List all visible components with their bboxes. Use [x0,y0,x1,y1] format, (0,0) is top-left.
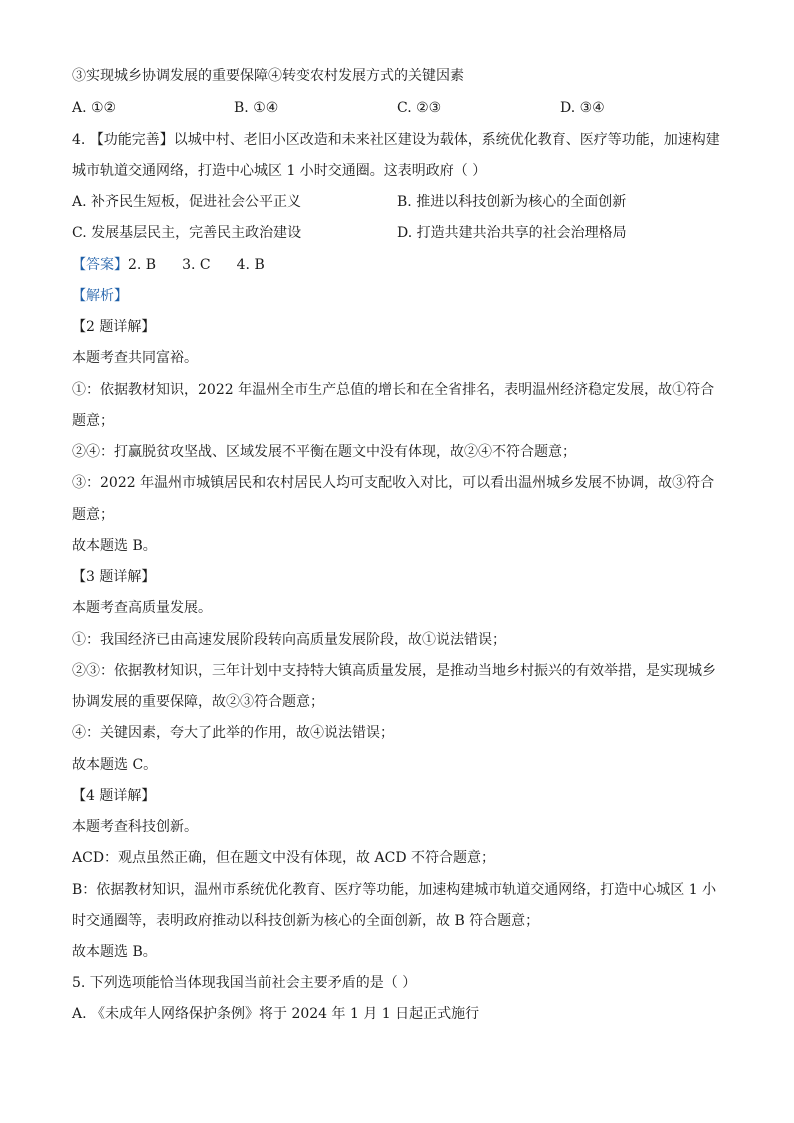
q2-detail-line: ①：依据教材知识，2022 年温州全市生产总值的增长和在全省排名，表明温州经济稳定发展，故①符合 [72,382,715,398]
q3-detail-line: ②③：依据教材知识，三年计划中支持特大镇高质量发展，是推动当地乡村振兴的有效举措，是实现城乡 [72,663,716,679]
q4-option-d: D. 打造共建共治共享的社会治理格局 [397,225,627,241]
q3-option-a: A. ①② [72,100,117,116]
answer-item: 2. B [128,257,157,273]
q4-detail-line: 故本题选 B。 [72,944,157,960]
q4-option-c: C. 发展基层民主，完善民主政治建设 [72,225,302,241]
q4-detail-line: B：依据教材知识，温州市系统优化教育、医疗等功能，加速构建城市轨道交通网络，打造中心城区 1 小 [72,882,717,898]
q3-detail-line: 故本题选 C。 [72,757,158,773]
q2-detail-line: 故本题选 B。 [72,538,157,554]
q3-detail-line: ①：我国经济已由高速发展阶段转向高质量发展阶段，故①说法错误； [72,632,506,648]
q4-detail-line: 时交通圈等，表明政府推动以科技创新为核心的全面创新，故 B 符合题意； [72,913,540,929]
q3-detail-title: 【3 题详解】 [72,569,156,585]
q3-detail-line: 协调发展的重要保障，故②③符合题意； [72,694,324,710]
analysis-label: 【解析】 [72,288,128,304]
q3-option-c: C. ②③ [397,100,442,116]
q3-detail-line: ④：关键因素，夸大了此举的作用，故④说法错误； [72,725,394,741]
answer-item: 3. C [182,257,211,273]
q2-detail-line: 本题考查共同富裕。 [72,350,198,366]
q4-options-row-1 [72,192,732,212]
q2-detail-line: ②④：打赢脱贫攻坚战、区域发展不平衡在题文中没有体现，故②④不符合题意； [72,444,576,460]
q3-option-d: D. ③④ [560,100,605,116]
q4-option-a: A. 补齐民生短板，促进社会公平正义 [72,194,302,210]
q3-option-items-tail: ③实现城乡协调发展的重要保障④转变农村发展方式的关键因素 [72,68,464,84]
q3-option-b: B. ①④ [234,100,279,116]
q4-option-b: B. 推进以科技创新为核心的全面创新 [397,194,627,210]
q2-detail-line: 题意； [72,507,114,523]
q2-detail-title: 【2 题详解】 [72,319,156,335]
q4-stem-line-1: 4. 【功能完善】以城中村、老旧小区改造和未来社区建设为载体，系统优化教育、医疗等功能，加速构建 [72,132,720,148]
q2-detail-line: ③：2022 年温州市城镇居民和农村居民人均可支配收入对比，可以看出温州城乡发展不协调，故③符合 [72,475,715,491]
q4-detail-title: 【4 题详解】 [72,788,156,804]
answer-item: 4. B [236,257,265,273]
answer-label: 【答案】 [72,257,128,273]
answer-line [72,255,265,275]
q2-detail-line: 题意； [72,413,114,429]
q5-option-a: A. 《未成年人网络保护条例》将于 2024 年 1 月 1 日起正式施行 [72,1006,480,1022]
q3-detail-line: 本题考查高质量发展。 [72,600,212,616]
q3-options-row [72,98,732,118]
q4-stem-line-2: 城市轨道交通网络，打造中心城区 1 小时交通圈。这表明政府（ ） [72,163,487,179]
q4-detail-line: ACD：观点虽然正确，但在题文中没有体现，故 ACD 不符合题意； [72,850,495,866]
q4-options-row-2 [72,223,732,243]
q4-detail-line: 本题考查科技创新。 [72,819,198,835]
q5-stem: 5. 下列选项能恰当体现我国当前社会主要矛盾的是（ ） [72,975,417,991]
